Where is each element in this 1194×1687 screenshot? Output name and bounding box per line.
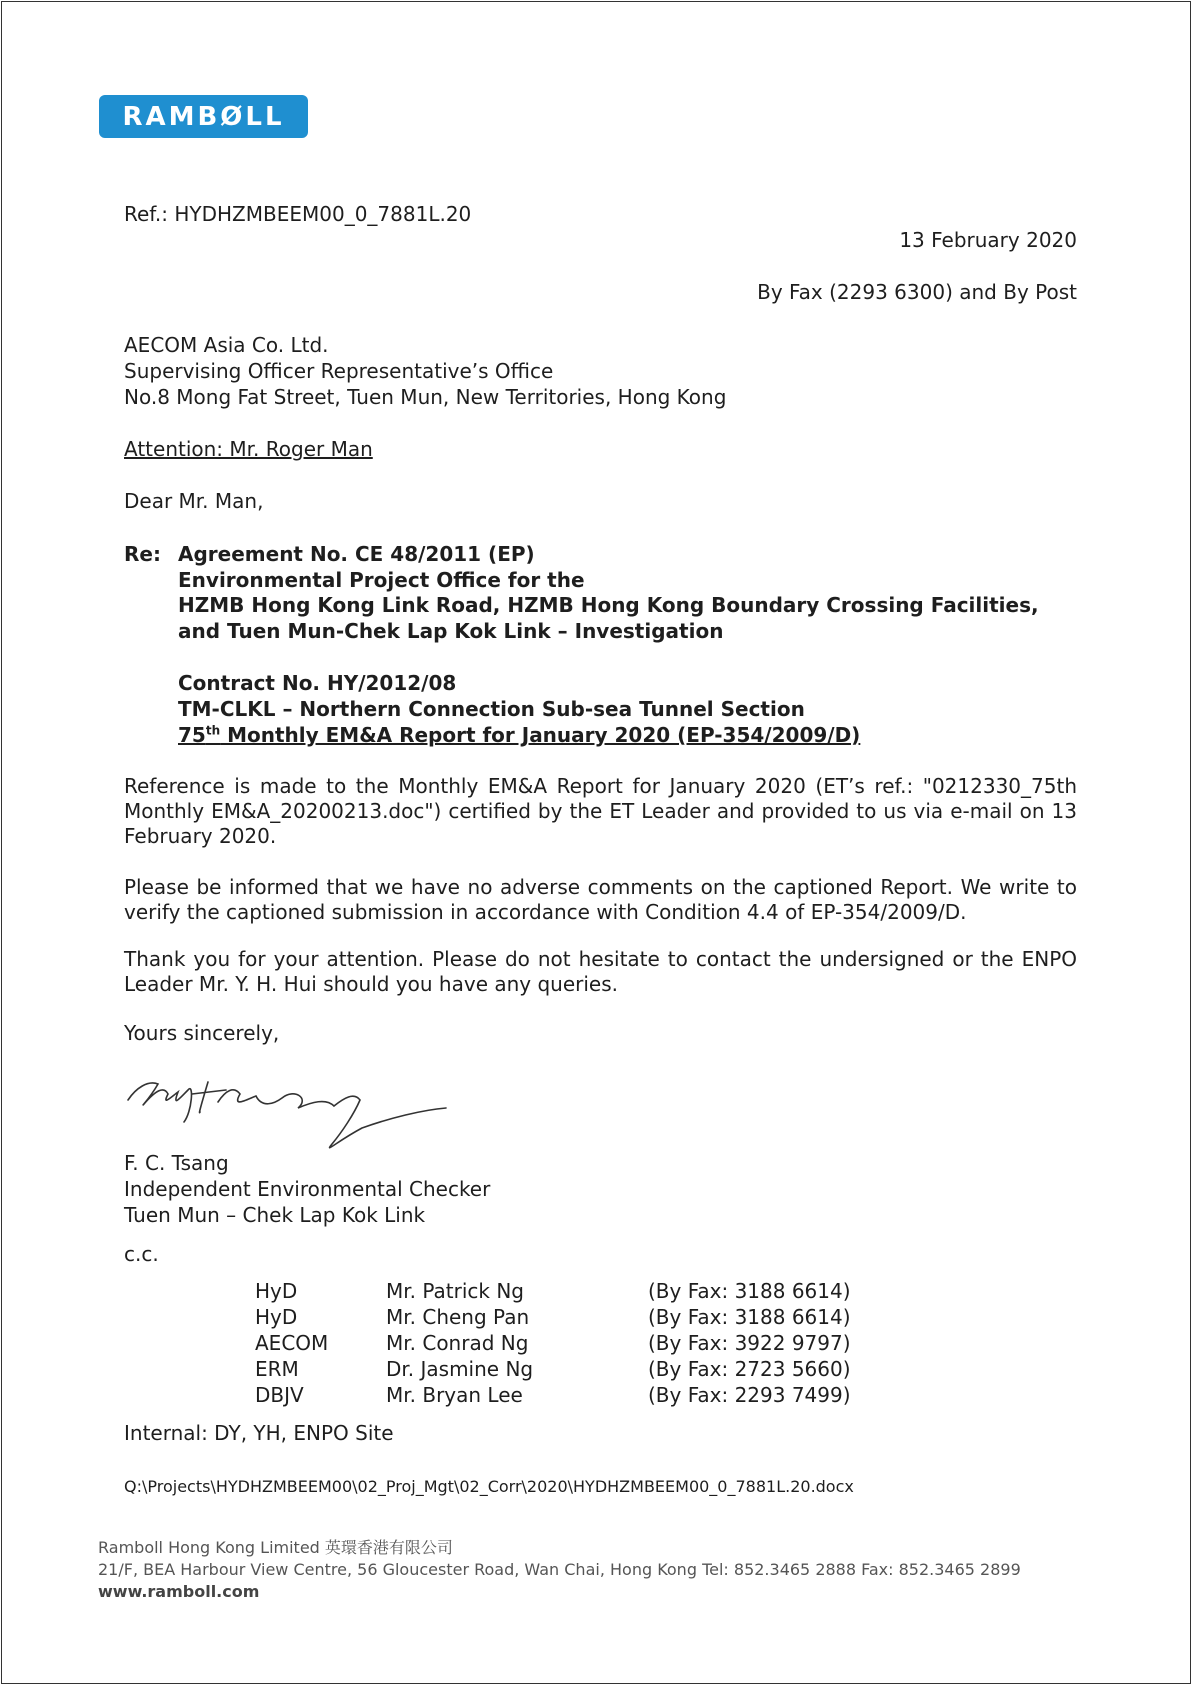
reference-number: Ref.: HYDHZMBEEM00_0_7881L.20 [124, 202, 472, 226]
signatory-name: F. C. Tsang [124, 1151, 229, 1175]
cc-person: Mr. Conrad Ng [386, 1331, 529, 1355]
paragraph-comments: Please be informed that we have no adverse comments on the captioned Report. We write to verify the captioned submission in accordance with Condition 4.4 of EP-354/2009/D. [124, 875, 1077, 924]
paragraph-reference: Reference is made to the Monthly EM&A Report for January 2020 (ET’s ref.: "0212330_75th Monthly EM&A_20200213.doc") certified by the ET Leader and provided to us via e-mail on 13 February 2020. [124, 774, 1077, 848]
cc-fax: (By Fax: 3188 6614) [648, 1305, 851, 1329]
re-line-7 [178, 722, 860, 748]
cc-fax: (By Fax: 3922 9797) [648, 1331, 851, 1355]
report-number-suffix: th [205, 723, 221, 738]
re-line-5: Contract No. HY/2012/08 [178, 671, 457, 695]
attention-line: Attention: Mr. Roger Man [124, 437, 373, 461]
signatory-title: Independent Environmental Checker [124, 1177, 491, 1201]
address-line-3: No.8 Mong Fat Street, Tuen Mun, New Territories, Hong Kong [124, 385, 727, 409]
footer-website: www.ramboll.com [98, 1582, 260, 1601]
cc-fax: (By Fax: 2723 5660) [648, 1357, 851, 1381]
signatory-project: Tuen Mun – Chek Lap Kok Link [124, 1203, 426, 1227]
closing: Yours sincerely, [124, 1021, 280, 1045]
footer-company: Ramboll Hong Kong Limited 英環香港有限公司 [98, 1538, 453, 1557]
cc-fax: (By Fax: 2293 7499) [648, 1383, 851, 1407]
letter-date: 13 February 2020 [899, 228, 1077, 252]
file-path: Q:\Projects\HYDHZMBEEM00\02_Proj_Mgt\02_Corr\2020\HYDHZMBEEM00_0_7881L.20.docx [124, 1477, 854, 1496]
cc-fax: (By Fax: 3188 6614) [648, 1279, 851, 1303]
cc-organization: HyD [255, 1279, 298, 1303]
logo-text: RAMBØLL [122, 101, 285, 132]
report-title: Monthly EM&A Report for January 2020 (EP-354/2009/D) [220, 723, 861, 747]
re-label: Re: [124, 542, 161, 566]
cc-organization: DBJV [255, 1383, 304, 1407]
cc-organization: ERM [255, 1357, 299, 1381]
re-line-1: Agreement No. CE 48/2011 (EP) [178, 542, 535, 566]
re-line-2: Environmental Project Office for the [178, 568, 585, 592]
cc-organization: HyD [255, 1305, 298, 1329]
delivery-method: By Fax (2293 6300) and By Post [757, 280, 1077, 304]
paragraph-thanks: Thank you for your attention. Please do not hesitate to contact the undersigned or the ENPO Leader Mr. Y. H. Hui should you have any queries. [124, 947, 1077, 996]
cc-person: Dr. Jasmine Ng [386, 1357, 534, 1381]
cc-organization: AECOM [255, 1331, 329, 1355]
internal-distribution: Internal: DY, YH, ENPO Site [124, 1421, 394, 1445]
salutation: Dear Mr. Man, [124, 489, 264, 513]
cc-person: Mr. Bryan Lee [386, 1383, 523, 1407]
address-line-1: AECOM Asia Co. Ltd. [124, 333, 329, 357]
re-line-3: HZMB Hong Kong Link Road, HZMB Hong Kong Boundary Crossing Facilities, [178, 593, 1039, 617]
re-line-4: and Tuen Mun-Chek Lap Kok Link – Investigation [178, 619, 724, 643]
report-number: 75 [178, 723, 206, 747]
cc-person: Mr. Patrick Ng [386, 1279, 524, 1303]
signature-image [122, 1068, 452, 1162]
re-line-6: TM-CLKL – Northern Connection Sub-sea Tunnel Section [178, 697, 805, 721]
ramboll-logo [99, 95, 308, 138]
footer-address: 21/F, BEA Harbour View Centre, 56 Gloucester Road, Wan Chai, Hong Kong Tel: 852.3465 2888 Fax: 852.3465 2899 [98, 1560, 1021, 1579]
cc-label: c.c. [124, 1242, 159, 1266]
cc-person: Mr. Cheng Pan [386, 1305, 530, 1329]
address-line-2: Supervising Officer Representative’s Office [124, 359, 554, 383]
